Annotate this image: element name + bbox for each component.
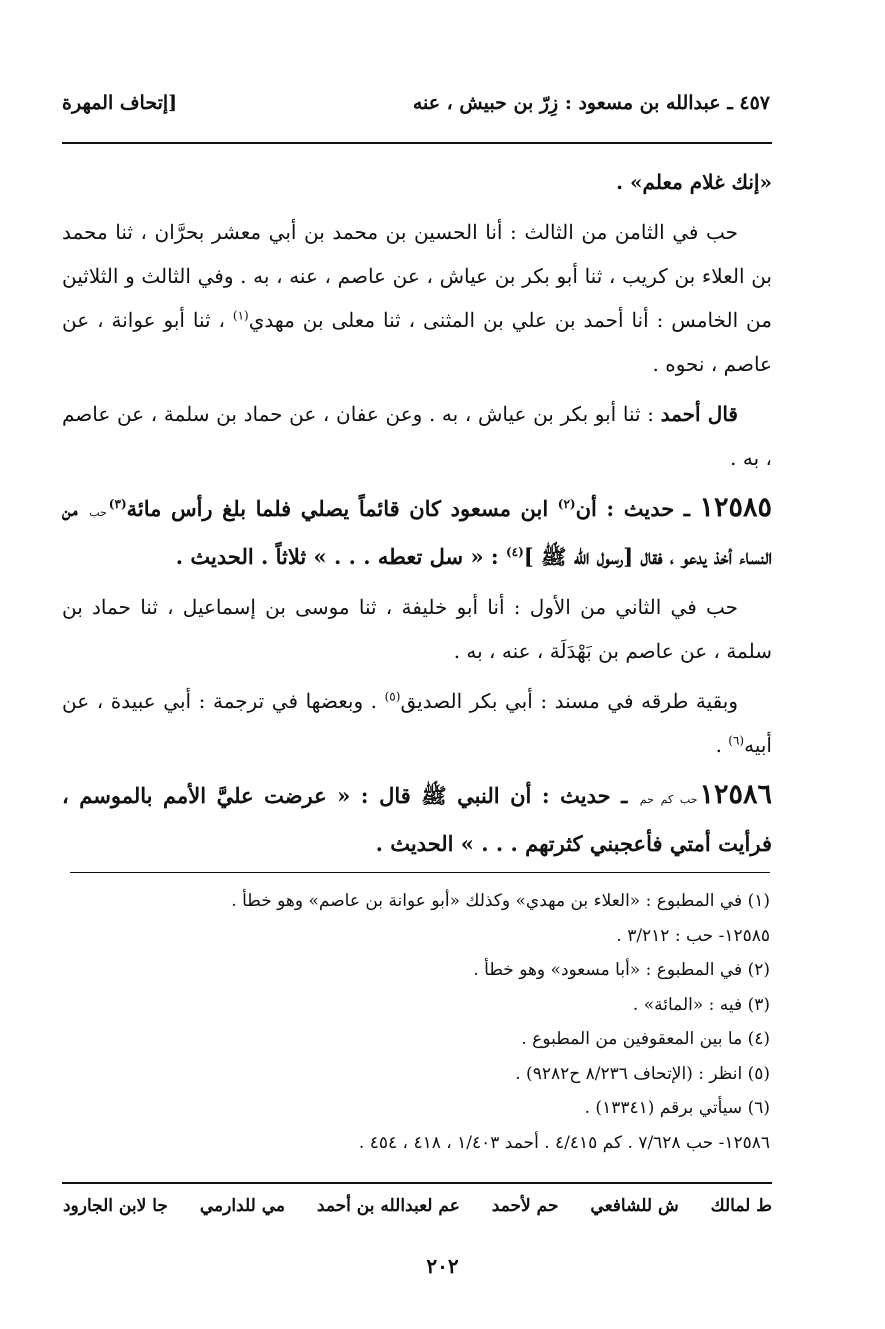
abbreviation: ش للشافعي [590, 1196, 679, 1216]
routes-text-part: . [715, 733, 729, 757]
chain-1-text: حب في الثامن من الثالث : أنا الحسين بن محمد بن أبي معشر بحرَّان ، ثنا محمد بن العلاء بن كريب ، ثنا أبو بكر بن عياش ، عن عاصم ، عنه ، به . وفي الثالث و الثلاثين من الخامس : أنا أحمد بن علي بن المثنى ، ثنا معلى بن مهدي [62, 220, 772, 332]
abbreviation: حم لأحمد [491, 1196, 559, 1216]
hadith-12586 [62, 773, 772, 866]
routes-text-part: وبقية طرقه في مسند : أبي بكر الصديق [400, 689, 738, 713]
hadith-text-part: : « سل تعطه . . . » ثلاثاً . الحديث . [175, 544, 506, 569]
hadith-text-part: ـ حديث : أن [575, 496, 700, 521]
header-rule [62, 142, 772, 144]
footnote-ref-6[interactable]: (٦) [728, 733, 745, 748]
footnote-ref-1[interactable]: (١) [232, 308, 249, 323]
footnote-ref-3[interactable]: (٣) [108, 497, 127, 511]
abbreviation: جا لابن الجارود [62, 1196, 168, 1216]
footnote-ref-5[interactable]: (٥) [384, 689, 401, 704]
hadith-number: ١٢٥٨٥ [699, 492, 773, 523]
footnote: (٥) انظر : (الإتحاف ٨/٢٣٦ ح٩٢٨٢) . [515, 1063, 770, 1084]
footnote-ref-4[interactable]: (٤) [505, 545, 524, 559]
paragraph-chain-2 [62, 392, 772, 480]
footnote: (٣) فيه : «المائة» . [632, 994, 770, 1015]
main-text [62, 160, 772, 872]
footnote: (٦) سيأتي برقم (١٣٣٤١) . [584, 1098, 770, 1118]
routes-text-part: . وبعضها في ترجمة : أبي عبيدة ، عن أبيه [62, 689, 772, 757]
footnote-ref-2[interactable]: (٢) [557, 497, 576, 511]
chain-2-text: : ثنا أبو بكر بن عياش ، به . وعن عفان ، عن حماد بن سلمة ، عن عاصم ، به . [62, 402, 772, 470]
footnotes [150, 884, 770, 1160]
header-book-title: [إتحاف المهرة [62, 92, 178, 114]
header-chapter-title: ٤٥٧ ـ عبدالله بن مسعود : زِرّ بن حبيش ، عنه [412, 92, 770, 114]
source-mark: حب [89, 506, 107, 519]
page-number: ٢٠٢ [426, 1254, 459, 1278]
abbreviation: مي للدارمي [199, 1196, 285, 1216]
paragraph-chain-3: حب في الثاني من الأول : أنا أبو خليفة ، ثنا موسى بن إسماعيل ، ثنا حماد بن سلمة ، عن عاصم بن بَهْدَلَة ، عنه ، به . [62, 595, 772, 663]
hadith-text-part: ابن مسعود كان قائماً يصلي فلما بلغ رأس مائة [126, 496, 558, 521]
source-mark: حب كم حم [639, 793, 698, 806]
hadith-12585 [62, 486, 772, 579]
running-header [62, 92, 770, 132]
abbreviation: ط لمالك [710, 1196, 772, 1216]
footnote-rule [70, 872, 770, 873]
abbreviations-key [37, 1196, 772, 1216]
paragraph-other-routes [62, 679, 772, 767]
footnote: (٤) ما بين المعقوفين من المطبوع . [521, 1029, 770, 1049]
footnote: ١٢٥٨٥- حب : ٣/٢١٢ . [616, 925, 770, 946]
footnote: (١) في المطبوع : «العلاء بن مهدي» وكذلك «أبو عوانة بن عاصم» وهو خطأ . [231, 891, 770, 911]
abbreviations-rule [62, 1182, 772, 1184]
footnote: ١٢٥٨٦- حب ٧/٦٢٨ . كم ٤/٤١٥ . أحمد ١/٤٠٣ ، ٤١٨ ، ٤٥٤ . [358, 1132, 770, 1153]
chain-1-tail: ، ثنا أبو عوانة ، عن عاصم ، نحوه . [62, 308, 772, 376]
paragraph-chain-1 [62, 210, 772, 386]
abbreviation: عم لعبدالله بن أحمد [316, 1196, 460, 1216]
chain-2-lead: قال أحمد [660, 402, 738, 426]
hadith-number: ١٢٥٨٦ [699, 779, 772, 810]
hadith-text-part: ـ حديث : أن النبي ﷺ قال : « عرضت عليَّ الأمم بالموسم ، فرأيت أمتي فأعجبني كثرتهم . . . » الحديث . [62, 783, 772, 856]
footnote: (٢) في المطبوع : «أبا مسعود» وهو خطأ . [473, 960, 770, 980]
paragraph-hadith-end: «إنك غلام معلم» . [616, 170, 772, 194]
hadith-text-part: من النساء أخذ يدعو ، فقال [رسول الله ﷺ ] [62, 496, 772, 569]
